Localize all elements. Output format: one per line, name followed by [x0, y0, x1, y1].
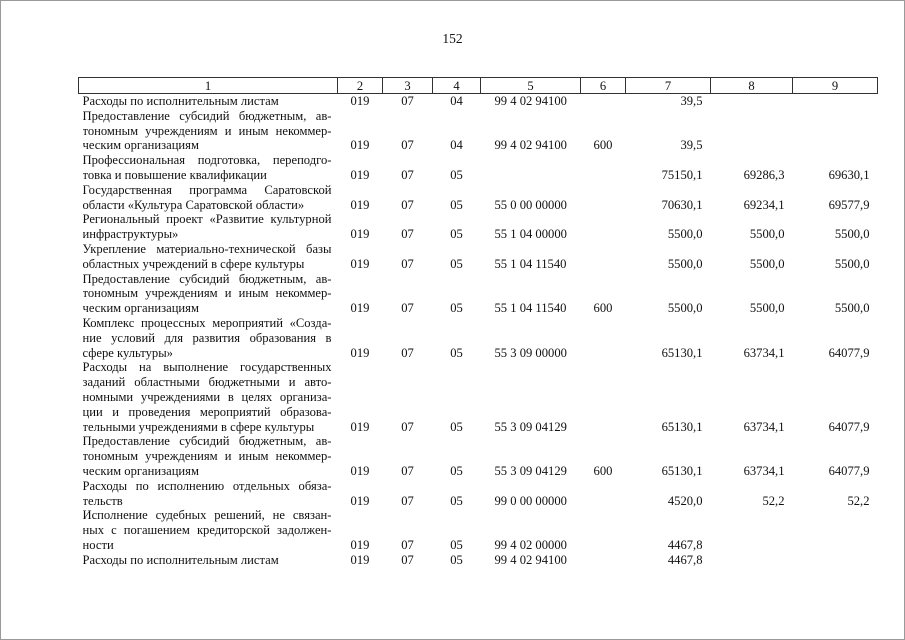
- description-line: тономным учреждениям и иным некоммер-: [82, 449, 332, 464]
- description-line: Региональный проект «Развитие культурной: [82, 212, 332, 227]
- ministry-code: 019: [350, 419, 370, 434]
- description-line: товка и повышение квалификации: [82, 167, 267, 182]
- amount-year-2: 5500,0: [749, 256, 785, 271]
- amount-year-3: 69630,1: [828, 167, 870, 182]
- amount-year-1: 65130,1: [661, 463, 703, 478]
- column-header: 1: [79, 78, 338, 94]
- column-header: 8: [711, 78, 793, 94]
- expense-type-code: [581, 553, 626, 568]
- target-article-code: 99 4 02 94100: [494, 94, 567, 108]
- amount-year-3: [793, 109, 878, 153]
- section-code: 07: [401, 345, 414, 360]
- row-description: [79, 553, 338, 568]
- row-description: [79, 272, 338, 316]
- expense-type-code: [581, 212, 626, 242]
- amount-year-2: 63734,1: [743, 463, 785, 478]
- table-row: [79, 479, 878, 509]
- row-description: [79, 479, 338, 509]
- table-row: [79, 553, 878, 568]
- section-code: 07: [401, 493, 414, 508]
- section-code: 07: [401, 94, 414, 108]
- section-code: 07: [401, 463, 414, 478]
- row-description: [79, 242, 338, 272]
- target-article-code: 55 1 04 00000: [494, 227, 567, 242]
- row-description: [79, 94, 338, 109]
- expense-type-code: [581, 508, 626, 552]
- amount-year-2: 63734,1: [743, 419, 785, 434]
- ministry-code: 019: [350, 537, 370, 552]
- ministry-code: 019: [350, 493, 370, 508]
- budget-table: [78, 77, 878, 568]
- column-header: 9: [793, 78, 878, 94]
- expense-type-code: [581, 316, 626, 360]
- amount-year-3: 5500,0: [834, 256, 870, 271]
- amount-year-2: 69234,1: [743, 197, 785, 212]
- ministry-code: 019: [350, 167, 370, 182]
- description-line: сфере культуры»: [82, 345, 173, 360]
- amount-year-1: 39,5: [680, 94, 703, 108]
- column-header-row: [79, 78, 878, 94]
- description-line: заданий областными бюджетными и авто-: [82, 375, 332, 390]
- amount-year-1: 39,5: [680, 138, 703, 153]
- description-line: ние условий для развития образования в: [82, 330, 332, 345]
- amount-year-1: 70630,1: [661, 197, 703, 212]
- table-row: [79, 316, 878, 360]
- description-line: Предоставление субсидий бюджетным, ав-: [82, 108, 332, 123]
- description-line: инфраструктуры»: [82, 227, 179, 242]
- table-row: [79, 242, 878, 272]
- subsection-code: 05: [450, 552, 463, 567]
- table-row: [79, 434, 878, 478]
- ministry-code: 019: [350, 256, 370, 271]
- description-line: ческим организациям: [82, 463, 199, 478]
- expense-type-code: [581, 153, 626, 183]
- target-article-code: 55 1 04 11540: [494, 301, 567, 316]
- amount-year-2: [711, 508, 793, 552]
- expense-type-code: 600: [593, 138, 613, 153]
- amount-year-3: [793, 553, 878, 568]
- ministry-code: 019: [350, 94, 370, 108]
- amount-year-3: 64077,9: [828, 419, 870, 434]
- page-number: 152: [442, 31, 463, 46]
- description-line: ции и проведения мероприятий образова-: [82, 404, 332, 419]
- section-code: 07: [401, 537, 414, 552]
- description-line: Предоставление субсидий бюджетным, ав-: [82, 271, 332, 286]
- amount-year-1: 65130,1: [661, 345, 703, 360]
- description-line: Расходы на выполнение государственных: [82, 360, 332, 375]
- description-line: Расходы по исполнительным листам: [82, 552, 279, 567]
- amount-year-2: 5500,0: [749, 227, 785, 242]
- description-line: Исполнение судебных решений, не связан-: [82, 508, 332, 523]
- amount-year-3: 64077,9: [828, 345, 870, 360]
- target-article-code: 55 3 09 00000: [494, 345, 567, 360]
- subsection-code: 05: [450, 167, 463, 182]
- subsection-code: 05: [450, 493, 463, 508]
- description-line: Укрепление материально-технической базы: [82, 241, 332, 256]
- subsection-code: 05: [450, 227, 463, 242]
- table-row: [79, 508, 878, 552]
- section-code: 07: [401, 419, 414, 434]
- table-body: [79, 94, 878, 568]
- expense-type-code: 600: [593, 301, 613, 316]
- row-description: [79, 183, 338, 213]
- column-header: 5: [481, 78, 581, 94]
- description-line: Предоставление субсидий бюджетным, ав-: [82, 434, 332, 449]
- description-line: Расходы по исполнению отдельных обяза-: [82, 478, 332, 493]
- amount-year-3: 5500,0: [834, 227, 870, 242]
- subsection-code: 05: [450, 256, 463, 271]
- subsection-code: 05: [450, 197, 463, 212]
- column-header: 2: [338, 78, 383, 94]
- subsection-code: 05: [450, 301, 463, 316]
- column-header: 4: [433, 78, 481, 94]
- table-row: [79, 109, 878, 153]
- amount-year-2: [711, 109, 793, 153]
- target-article-code: 99 4 02 00000: [494, 537, 567, 552]
- target-article-code: 99 0 00 00000: [494, 493, 567, 508]
- row-description: [79, 508, 338, 552]
- amount-year-1: 75150,1: [661, 167, 703, 182]
- ministry-code: 019: [350, 463, 370, 478]
- amount-year-2: [711, 553, 793, 568]
- target-article-code: 55 1 04 11540: [494, 256, 567, 271]
- ministry-code: 019: [350, 227, 370, 242]
- amount-year-1: 5500,0: [667, 227, 703, 242]
- subsection-code: 04: [450, 138, 463, 153]
- amount-year-2: 69286,3: [743, 167, 785, 182]
- subsection-code: 05: [450, 345, 463, 360]
- description-line: области «Культура Саратовской области»: [82, 197, 305, 212]
- expense-type-code: [581, 183, 626, 213]
- row-description: [79, 153, 338, 183]
- row-description: [79, 109, 338, 153]
- section-code: 07: [401, 227, 414, 242]
- amount-year-3: 69577,9: [828, 197, 870, 212]
- row-description: [79, 316, 338, 360]
- target-article-code: 99 4 02 94100: [494, 138, 567, 153]
- description-line: ных с погашением кредиторской задолжен-: [82, 523, 332, 538]
- expense-type-code: [581, 94, 626, 109]
- target-article-code: 55 3 09 04129: [494, 463, 567, 478]
- amount-year-3: 64077,9: [828, 463, 870, 478]
- amount-year-2: 5500,0: [749, 301, 785, 316]
- amount-year-1: 5500,0: [667, 256, 703, 271]
- target-article-code: [481, 153, 581, 183]
- description-line: тономным учреждениям и иным некоммер-: [82, 286, 332, 301]
- row-description: [79, 212, 338, 242]
- description-line: Расходы по исполнительным листам: [82, 94, 279, 108]
- amount-year-1: 4467,8: [667, 537, 703, 552]
- table-row: [79, 153, 878, 183]
- section-code: 07: [401, 552, 414, 567]
- section-code: 07: [401, 197, 414, 212]
- ministry-code: 019: [350, 301, 370, 316]
- ministry-code: 019: [350, 138, 370, 153]
- amount-year-1: 5500,0: [667, 301, 703, 316]
- ministry-code: 019: [350, 197, 370, 212]
- row-description: [79, 434, 338, 478]
- amount-year-2: 52,2: [762, 493, 785, 508]
- table-row: [79, 360, 878, 434]
- description-line: ности: [82, 537, 114, 552]
- amount-year-3: 5500,0: [834, 301, 870, 316]
- amount-year-1: 65130,1: [661, 419, 703, 434]
- row-description: [79, 360, 338, 434]
- column-header: 3: [383, 78, 433, 94]
- expense-type-code: [581, 360, 626, 434]
- expense-type-code: 600: [593, 463, 613, 478]
- table-row: [79, 183, 878, 213]
- description-line: тономным учреждениям и иным некоммер-: [82, 123, 332, 138]
- description-line: Комплекс процессных мероприятий «Созда-: [82, 315, 332, 330]
- subsection-code: 05: [450, 463, 463, 478]
- expense-type-code: [581, 479, 626, 509]
- description-line: областных учреждений в сфере культуры: [82, 256, 305, 271]
- amount-year-3: [793, 508, 878, 552]
- description-line: номными учреждениями в целях организа-: [82, 389, 332, 404]
- description-line: тельств: [82, 493, 123, 508]
- target-article-code: 99 4 02 94100: [494, 552, 567, 567]
- subsection-code: 05: [450, 537, 463, 552]
- ministry-code: 019: [350, 345, 370, 360]
- column-header: 6: [581, 78, 626, 94]
- amount-year-3: 52,2: [847, 493, 870, 508]
- description-line: ческим организациям: [82, 301, 199, 316]
- description-line: ческим организациям: [82, 138, 199, 153]
- ministry-code: 019: [350, 552, 370, 567]
- amount-year-3: [793, 94, 878, 109]
- expense-type-code: [581, 242, 626, 272]
- description-line: тельными учреждениями в сфере культуры: [82, 419, 315, 434]
- subsection-code: 05: [450, 419, 463, 434]
- amount-year-2: [711, 94, 793, 109]
- column-header: 7: [626, 78, 711, 94]
- amount-year-1: 4467,8: [667, 552, 703, 567]
- subsection-code: 04: [450, 94, 463, 108]
- section-code: 07: [401, 301, 414, 316]
- table-row: [79, 272, 878, 316]
- description-line: Профессиональная подготовка, переподго-: [82, 153, 332, 168]
- section-code: 07: [401, 167, 414, 182]
- section-code: 07: [401, 256, 414, 271]
- table-row: [79, 212, 878, 242]
- amount-year-2: 63734,1: [743, 345, 785, 360]
- section-code: 07: [401, 138, 414, 153]
- table-row: [79, 94, 878, 109]
- amount-year-1: 4520,0: [667, 493, 703, 508]
- description-line: Государственная программа Саратовской: [82, 182, 332, 197]
- target-article-code: 55 0 00 00000: [494, 197, 567, 212]
- target-article-code: 55 3 09 04129: [494, 419, 567, 434]
